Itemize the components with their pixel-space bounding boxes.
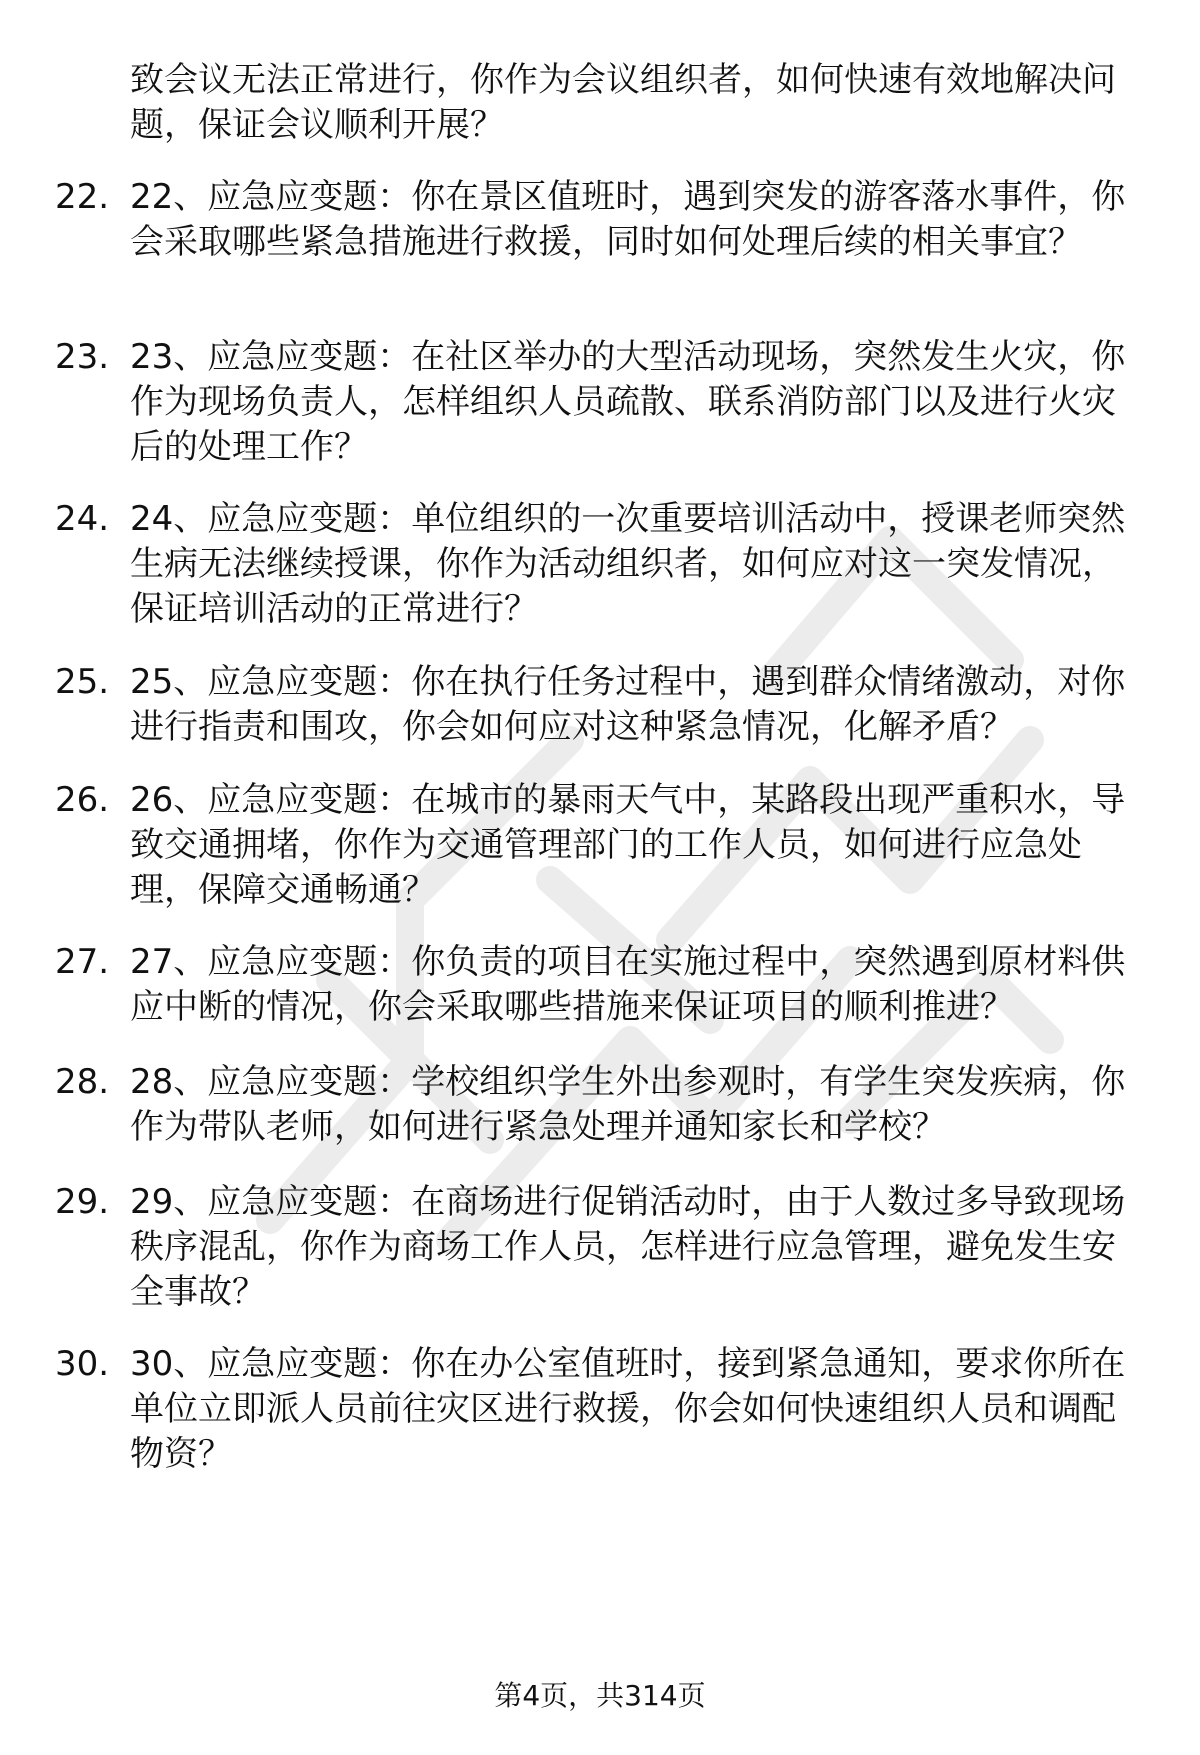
item-number: 29.: [55, 1182, 110, 1222]
item-text: 29、应急应变题：在商场进行促销活动时，由于人数过多导致现场秩序混乱，你作为商场工作人员，怎样进行应急管理，避免发生安全事故？: [130, 1182, 1126, 1312]
item-number: 27.: [55, 942, 110, 982]
page-number-footer: 第4页，共314页: [494, 1679, 706, 1712]
item-number: 25.: [55, 662, 110, 702]
item-number: 23.: [55, 337, 110, 377]
item-number: 22.: [55, 177, 110, 217]
item-text: 23、应急应变题：在社区举办的大型活动现场，突然发生火灾，你作为现场负责人，怎样组织人员疏散、联系消防部门以及进行火灾后的处理工作？: [130, 337, 1126, 467]
item-number: 24.: [55, 499, 110, 539]
item-text: 22、应急应变题：你在景区值班时，遇到突发的游客落水事件，你会采取哪些紧急措施进行救援，同时如何处理后续的相关事宜？: [130, 177, 1126, 262]
item-number: 26.: [55, 780, 110, 820]
item-text: 25、应急应变题：你在执行任务过程中，遇到群众情绪激动，对你进行指责和围攻，你会如何应对这种紧急情况，化解矛盾？: [130, 662, 1126, 747]
item-text: 26、应急应变题：在城市的暴雨天气中，某路段出现严重积水，导致交通拥堵，你作为交通管理部门的工作人员，如何进行应急处理，保障交通畅通？: [130, 780, 1126, 910]
item-text: 24、应急应变题：单位组织的一次重要培训活动中，授课老师突然生病无法继续授课，你作为活动组织者，如何应对这一突发情况，保证培训活动的正常进行？: [130, 499, 1126, 629]
item-text: 27、应急应变题：你负责的项目在实施过程中，突然遇到原材料供应中断的情况，你会采取哪些措施来保证项目的顺利推进？: [130, 942, 1126, 1027]
item-number: 28.: [55, 1062, 110, 1102]
continuation-text: 致会议无法正常进行，你作为会议组织者，如何快速有效地解决问题，保证会议顺利开展？: [130, 60, 1116, 145]
item-number: 30.: [55, 1344, 110, 1384]
item-text: 30、应急应变题：你在办公室值班时，接到紧急通知，要求你所在单位立即派人员前往灾区进行救援，你会如何快速组织人员和调配物资？: [130, 1344, 1126, 1474]
item-text: 28、应急应变题：学校组织学生外出参观时，有学生突发疾病，你作为带队老师，如何进行紧急处理并通知家长和学校？: [130, 1062, 1126, 1147]
